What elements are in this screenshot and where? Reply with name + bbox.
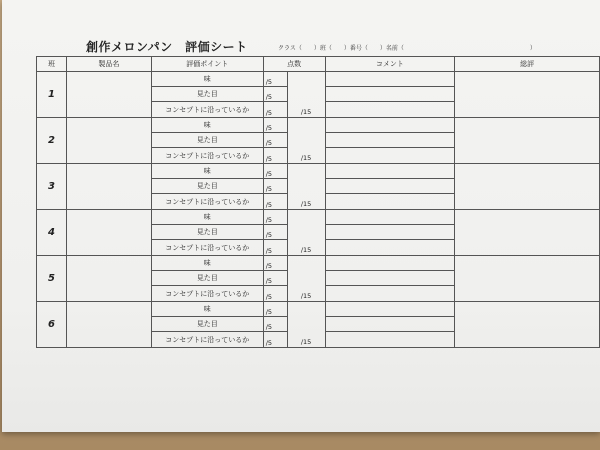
score-cell[interactable]: /5 bbox=[263, 133, 287, 148]
score-cell[interactable]: /5 bbox=[263, 317, 287, 332]
review-cell[interactable] bbox=[455, 256, 600, 302]
table-row bbox=[37, 118, 600, 133]
group-number: 2 bbox=[37, 118, 67, 164]
total-score-cell[interactable]: /15 bbox=[287, 210, 325, 256]
evaluation-point-label: 見た目 bbox=[151, 133, 263, 148]
score-cell[interactable]: /5 bbox=[263, 332, 287, 348]
evaluation-point-label: 味 bbox=[151, 164, 263, 179]
review-cell[interactable] bbox=[455, 302, 600, 348]
score-cell[interactable]: /5 bbox=[263, 256, 287, 271]
evaluation-point-label: 見た目 bbox=[151, 317, 263, 332]
table-row bbox=[37, 302, 600, 317]
evaluation-point-label: コンセプトに沿っているか bbox=[151, 194, 263, 210]
comment-cell[interactable] bbox=[325, 102, 455, 118]
comment-cell[interactable] bbox=[325, 240, 455, 256]
evaluation-point-label: 味 bbox=[151, 72, 263, 87]
product-name-cell[interactable] bbox=[66, 72, 151, 118]
comment-cell[interactable] bbox=[325, 72, 455, 87]
group-number: 4 bbox=[37, 210, 67, 256]
product-name-cell[interactable] bbox=[66, 118, 151, 164]
review-cell[interactable] bbox=[455, 118, 600, 164]
score-cell[interactable]: /5 bbox=[263, 271, 287, 286]
comment-cell[interactable] bbox=[325, 87, 455, 102]
score-cell[interactable]: /5 bbox=[263, 225, 287, 240]
header-point: 評価ポイント bbox=[151, 57, 263, 72]
group-number: 6 bbox=[37, 302, 67, 348]
group-number: 1 bbox=[37, 72, 67, 118]
comment-cell[interactable] bbox=[325, 317, 455, 332]
header-product: 製品名 bbox=[66, 57, 151, 72]
score-cell[interactable]: /5 bbox=[263, 240, 287, 256]
evaluation-table bbox=[36, 56, 600, 348]
header-review: 総評 bbox=[455, 57, 600, 72]
evaluation-point-label: コンセプトに沿っているか bbox=[151, 148, 263, 164]
comment-cell[interactable] bbox=[325, 179, 455, 194]
header-score: 点数 bbox=[263, 57, 325, 72]
review-cell[interactable] bbox=[455, 210, 600, 256]
product-name-cell[interactable] bbox=[66, 164, 151, 210]
comment-cell[interactable] bbox=[325, 271, 455, 286]
evaluation-point-label: 味 bbox=[151, 302, 263, 317]
evaluation-point-label: コンセプトに沿っているか bbox=[151, 286, 263, 302]
header-group: 班 bbox=[37, 57, 67, 72]
total-score-cell[interactable]: /15 bbox=[287, 302, 325, 348]
evaluation-point-label: コンセプトに沿っているか bbox=[151, 240, 263, 256]
table-row bbox=[37, 164, 600, 179]
product-name-cell[interactable] bbox=[66, 210, 151, 256]
score-cell[interactable]: /5 bbox=[263, 102, 287, 118]
evaluation-point-label: コンセプトに沿っているか bbox=[151, 332, 263, 348]
comment-cell[interactable] bbox=[325, 194, 455, 210]
total-score-cell[interactable]: /15 bbox=[287, 118, 325, 164]
table-row bbox=[37, 72, 600, 87]
evaluation-point-label: 味 bbox=[151, 256, 263, 271]
comment-cell[interactable] bbox=[325, 164, 455, 179]
evaluation-point-label: コンセプトに沿っているか bbox=[151, 102, 263, 118]
comment-cell[interactable] bbox=[325, 210, 455, 225]
total-score-cell[interactable]: /15 bbox=[287, 72, 325, 118]
group-number: 5 bbox=[37, 256, 67, 302]
score-cell[interactable]: /5 bbox=[263, 164, 287, 179]
table-row bbox=[37, 210, 600, 225]
student-info-line: クラス（ ）班（ ）番号（ ）名前（ ） bbox=[278, 45, 536, 52]
evaluation-point-label: 見た目 bbox=[151, 87, 263, 102]
score-cell[interactable]: /5 bbox=[263, 302, 287, 317]
score-cell[interactable]: /5 bbox=[263, 118, 287, 133]
score-cell[interactable]: /5 bbox=[263, 210, 287, 225]
comment-cell[interactable] bbox=[325, 332, 455, 348]
group-number: 3 bbox=[37, 164, 67, 210]
comment-cell[interactable] bbox=[325, 286, 455, 302]
review-cell[interactable] bbox=[455, 164, 600, 210]
header-comment: コメント bbox=[325, 57, 455, 72]
score-cell[interactable]: /5 bbox=[263, 87, 287, 102]
total-score-cell[interactable]: /15 bbox=[287, 164, 325, 210]
score-cell[interactable]: /5 bbox=[263, 286, 287, 302]
score-cell[interactable]: /5 bbox=[263, 148, 287, 164]
comment-cell[interactable] bbox=[325, 148, 455, 164]
review-cell[interactable] bbox=[455, 72, 600, 118]
comment-cell[interactable] bbox=[325, 302, 455, 317]
comment-cell[interactable] bbox=[325, 118, 455, 133]
score-cell[interactable]: /5 bbox=[263, 72, 287, 87]
total-score-cell[interactable]: /15 bbox=[287, 256, 325, 302]
product-name-cell[interactable] bbox=[66, 256, 151, 302]
comment-cell[interactable] bbox=[325, 225, 455, 240]
sheet-title: 創作メロンパン 評価シート bbox=[86, 40, 248, 54]
evaluation-point-label: 見た目 bbox=[151, 271, 263, 286]
comment-cell[interactable] bbox=[325, 256, 455, 271]
table-header-row bbox=[37, 57, 600, 72]
product-name-cell[interactable] bbox=[66, 302, 151, 348]
evaluation-point-label: 見た目 bbox=[151, 225, 263, 240]
evaluation-point-label: 見た目 bbox=[151, 179, 263, 194]
evaluation-point-label: 味 bbox=[151, 210, 263, 225]
table-row bbox=[37, 256, 600, 271]
score-cell[interactable]: /5 bbox=[263, 179, 287, 194]
score-cell[interactable]: /5 bbox=[263, 194, 287, 210]
comment-cell[interactable] bbox=[325, 133, 455, 148]
evaluation-point-label: 味 bbox=[151, 118, 263, 133]
